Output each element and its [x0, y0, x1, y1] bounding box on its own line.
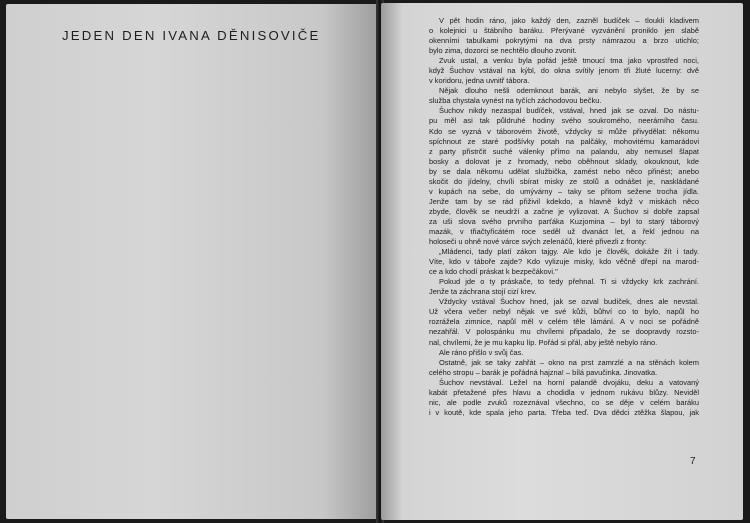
page-number: 7 [690, 456, 696, 467]
text-line: v kupách na sebe, do umývárny – taky se přitom sežene trocha jídla. [429, 186, 699, 196]
text-line: o kolejnici u štábního baráku. Přerývané vyzvánění proniklo jen slabě [429, 26, 699, 36]
left-page [6, 4, 378, 519]
text-line: celého stropu – barák je pořádná hajzna! – bílá pavučinka. Jinovatka. [429, 367, 658, 377]
text-line: Ale ráno přišlo v svůj čas. [439, 347, 524, 357]
text-line: Kdo se vyzná v táborovém životě, vždycky si může přivydělat: někomu [429, 126, 699, 136]
text-line: skočit do jídelny, chvíli sbírat misky ze stolů a odnášet je, naskládané [429, 176, 699, 186]
text-line: Šuchov nikdy nezaspal budíček, vstával, hned jak se ozval. Do nástu- [439, 106, 699, 116]
text-line: i v koutě, kde spala jeho parta. Třeba teď. Dva dědci ztěžka šlapou, jak [429, 407, 699, 417]
text-line: Nějak dlouho nešli odemknout barák, ani nebylo slyšet, že by se [439, 86, 699, 96]
text-line: okenními tabulkami pokrytými na dva prsty námrazou a brzo utichlo; [429, 36, 699, 46]
text-line: služba chystala vynést na tyčích záchodovou bečku. [429, 96, 602, 106]
text-line: zbyde, člověk se neudrží a začne je vylizovat. A Šuchov si dobře zapsal [429, 206, 699, 216]
text-line: Pokud jde o ty práskače, to tedy přehnal. Ti si vždycky krk zachrání. [439, 277, 699, 287]
text-line: Vždycky vstával Šuchov hned, jak se ozval budíček, dnes ale nevstal. [439, 297, 699, 307]
text-line: ce a kdo chodí práskat k bezpečákovi." [429, 267, 558, 277]
text-line: „Mládenci, tady platí zákon tajgy. Ale kdo je člověk, dokáže žít i tady. [439, 247, 699, 257]
text-line: rozrážela zimnice, napůl měl v celém těle lámání. A v noci se pořádně [429, 317, 699, 327]
text-line: Už včera večer nebyl nějak ve své kůži, bůhví co to bylo, napůl ho [429, 307, 699, 317]
text-line: v koridoru, jedna uvnitř tábora. [429, 76, 530, 86]
text-line: nic, ale podle zvuků rozeznával všechno, co se děje v celém baráku [429, 397, 699, 407]
page-body-text [429, 16, 699, 418]
text-line: bosky a dolovat je z hromady, nebo oběhnout sklady, okouknout, kde [429, 156, 699, 166]
text-line: Zvuk ustal, a venku byla pořád ještě tmoucí tma jako vprostřed noci, [439, 56, 699, 66]
text-line: Jenže ta záchrana stojí cizí krev. [429, 287, 537, 297]
text-line: bylo zima, dozorci se nechtělo dlouho zvonit. [429, 46, 577, 56]
text-line: když Šuchov vstával na kýbl, do okna svítily jenom tři žluté lucerny: dvě [429, 66, 699, 76]
text-line: spíchnout ze staré podšívky potah na palčáky, mohovitému kamarádovi [429, 136, 699, 146]
text-line: Ostatně, jak se taky zahřát – okno na prst zamrzlé a na stěnách kolem [439, 357, 699, 367]
text-line: holoseči u ohně nové várce svých zelenáčů, které přivezli z fronty: [429, 237, 647, 247]
text-line: by se dala někomu udělat službička, zamést nebo něco přinést; anebo [429, 166, 699, 176]
text-line: mazák, v třiačtyřicátém roce seděl už dvanáct let, a řekl jednou na [429, 226, 699, 236]
text-line: nal, chvílemi, že je mu kapku líp. Pořád si přál, aby ještě nebylo ráno. [429, 337, 658, 347]
text-line: Jenže tam by se rád přiživil kdekdo, a hlavně když v miskách něco [429, 196, 699, 206]
chapter-title: JEDEN DEN IVANA DĚNISOVIČE [62, 28, 321, 43]
text-line: Víte, kdo v táboře zajde? Kdo vylizuje misky, kdo věčně dřepí na marod- [429, 257, 699, 267]
text-line: pu měl asi tak půldruhé hodiny svého soukromého, neerárního času. [429, 116, 699, 126]
text-line: za uši slova svého prvního parťáka Kuzjomina – byl to starý táborový [429, 216, 699, 226]
text-line: Šuchov nevstával. Ležel na horní palandě dvojáku, deku a vatovaný [439, 377, 699, 387]
text-line: kabát přetažené přes hlavu a chodidla v jednom rukávu blůzy. Neviděl [429, 387, 699, 397]
text-line: nezahřál. V polospánku mu chvílemi připadalo, že se doopravdy rozsto- [429, 327, 699, 337]
text-line: z party přistrčit suché válenky přímo na palandu, aby nemusel šlapat [429, 146, 699, 156]
text-line: V pět hodin ráno, jako každý den, zazněl budíček – tloukli kladivem [439, 16, 699, 25]
